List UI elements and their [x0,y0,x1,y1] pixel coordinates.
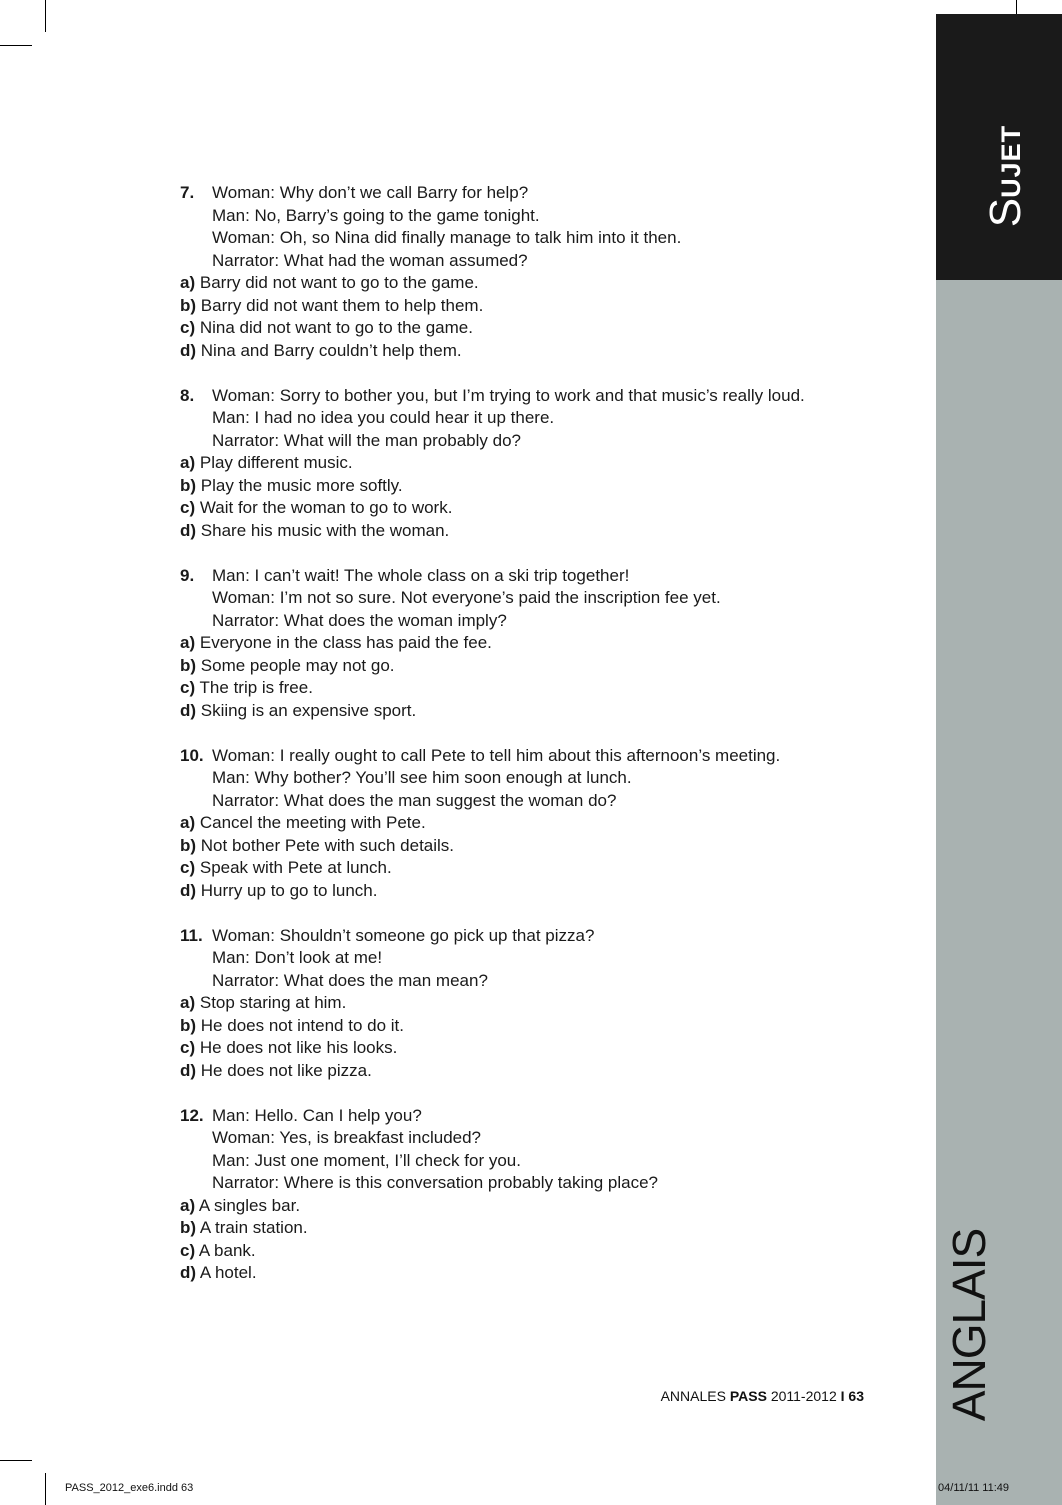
answer-option [180,677,880,700]
dialogue-line [180,1127,880,1150]
answer-option [180,880,880,903]
subject-label: ANGLAIS [943,1228,995,1422]
section-label-sujet [981,124,1030,228]
answer-option [180,700,880,723]
question-block [180,385,880,543]
dialogue-text: Narrator: What will the man probably do? [212,430,521,450]
dialogue-text: Woman: Why don’t we call Barry for help? [212,183,529,202]
option-letter: a) [180,813,196,832]
crop-mark-top-left-v [45,0,46,32]
question-number: 10. [180,745,204,765]
option-letter: b) [180,1015,197,1035]
option-letter: c) [180,498,196,517]
page-number: 63 [848,1388,864,1404]
question-block [180,1105,880,1285]
option-text: He does not like his looks. [199,1038,398,1057]
dialogue-text: Woman: Oh, so Nina did finally manage to talk him into it then. [212,228,682,247]
option-letter: b) [180,295,197,315]
option-text: Play the music more softly. [200,475,403,495]
option-text: Barry did not want them to help them. [200,295,484,315]
question-number: 9. [180,565,195,585]
answer-option [180,340,880,363]
footer-pass: PASS [729,1388,767,1404]
question-number: 8. [180,385,195,405]
crop-mark-bottom-left-h [0,1460,32,1461]
dialogue-text: Narrator: What had the woman assumed? [212,250,528,270]
option-letter: d) [180,1263,197,1282]
option-text: Speak with Pete at lunch. [199,858,392,877]
crop-mark-bottom-left-v [45,1473,46,1505]
dialogue-text: Man: I had no idea you could hear it up there. [212,408,555,427]
question-number: 12. [180,1105,204,1125]
dialogue-line [180,925,880,948]
option-text: Some people may not go. [200,655,395,675]
answer-option [180,632,880,655]
dialogue-line [180,1150,880,1173]
answer-option [180,655,880,678]
dialogue-text: Man: I can’t wait! The whole class on a ski trip together! [212,565,630,585]
option-letter: c) [180,318,196,337]
option-letter: c) [180,1038,196,1057]
answer-option [180,317,880,340]
dialogue-line [180,205,880,228]
dialogue-line [180,385,880,408]
option-letter: b) [180,655,197,675]
dialogue-text: Narrator: What does the woman imply? [212,610,507,630]
option-text: Skiing is an expensive sport. [200,700,417,720]
option-letter: b) [180,835,197,855]
dialogue-line [180,947,880,970]
dialogue-text: Man: No, Barry’s going to the game tonight. [212,205,540,225]
option-letter: c) [180,1240,196,1260]
option-text: A train station. [199,1218,308,1237]
option-text: Stop staring at him. [199,993,347,1012]
dialogue-text: Narrator: What does the man suggest the woman do? [212,790,617,810]
footer-years: 2011-2012 [770,1388,837,1404]
answer-option [180,992,880,1015]
dialogue-text: Woman: Yes, is breakfast included? [212,1128,482,1147]
dialogue-text: Narrator: What does the man mean? [212,970,488,990]
option-letter: b) [180,475,197,495]
answer-option [180,857,880,880]
dialogue-line [180,407,880,430]
page-footer [661,1388,864,1404]
dialogue-line [180,610,880,633]
question-number: 11. [180,925,203,945]
dialogue-text: Woman: I’m not so sure. Not everyone’s paid the inscription fee yet. [212,588,721,607]
answer-option [180,497,880,520]
answer-option [180,1240,880,1263]
option-text: Share his music with the woman. [200,520,450,540]
dialogue-line [180,767,880,790]
dialogue-text: Woman: Sorry to bother you, but I’m trying to work and that music’s really loud. [212,385,805,405]
slug-datetime: 04/11/11 11:49 [938,1482,1009,1494]
option-letter: d) [180,880,197,900]
answer-option [180,1195,880,1218]
question-number: 7. [180,183,195,202]
answer-option [180,1037,880,1060]
option-text: He does not like pizza. [200,1060,372,1080]
dialogue-line [180,182,880,205]
option-letter: a) [180,273,196,292]
dialogue-line [180,1105,880,1128]
option-letter: c) [180,678,196,697]
option-text: Play different music. [199,453,353,472]
option-text: Not bother Pete with such details. [200,835,455,855]
question-block [180,182,880,362]
option-text: A bank. [198,1240,256,1260]
dialogue-text: Narrator: Where is this conversation probably taking place? [212,1173,658,1192]
footer-annales: ANNALES [660,1388,726,1404]
option-text: A hotel. [199,1263,257,1282]
answer-option [180,812,880,835]
option-letter: d) [180,520,197,540]
option-letter: b) [180,1218,197,1237]
option-letter: a) [180,1195,196,1215]
option-letter: a) [180,993,196,1012]
answer-option [180,1217,880,1240]
option-text: Barry did not want to go to the game. [199,273,479,292]
option-text: Cancel the meeting with Pete. [199,813,426,832]
dialogue-line [180,745,880,768]
option-letter: a) [180,633,196,652]
option-text: He does not intend to do it. [200,1015,404,1035]
option-text: Nina and Barry couldn’t help them. [200,340,462,360]
option-letter: d) [180,1060,197,1080]
dialogue-line [180,1172,880,1195]
dialogue-text: Man: Hello. Can I help you? [212,1105,422,1125]
questions-list [180,182,880,1307]
dialogue-text: Man: Why bother? You’ll see him soon enough at lunch. [212,768,632,787]
question-block [180,925,880,1083]
answer-option [180,1262,880,1285]
dialogue-text: Man: Don’t look at me! [212,948,383,967]
option-letter: c) [180,858,196,877]
dialogue-text: Woman: Shouldn’t someone go pick up that pizza? [212,925,595,945]
option-text: Wait for the woman to go to work. [199,498,453,517]
answer-option [180,295,880,318]
option-letter: a) [180,453,196,472]
dialogue-text: Man: Just one moment, I’ll check for you. [212,1150,521,1170]
option-text: The trip is free. [199,678,313,697]
question-block [180,565,880,723]
sujet-initial: S [981,197,1030,228]
answer-option [180,475,880,498]
answer-option [180,835,880,858]
slug-file: PASS_2012_exe6.indd 63 [65,1482,194,1494]
dialogue-line [180,250,880,273]
answer-option [180,520,880,543]
option-text: Hurry up to go to lunch. [200,880,378,900]
answer-option [180,452,880,475]
dialogue-line [180,790,880,813]
answer-option [180,1015,880,1038]
option-text: A singles bar. [198,1195,301,1215]
answer-option [180,1060,880,1083]
option-text: Everyone in the class has paid the fee. [199,633,492,652]
question-block [180,745,880,903]
dialogue-line [180,587,880,610]
dialogue-line [180,227,880,250]
answer-option [180,272,880,295]
dialogue-line [180,430,880,453]
dialogue-text: Woman: I really ought to call Pete to tell him about this afternoon’s meeting. [212,745,781,765]
dialogue-line [180,565,880,588]
option-letter: d) [180,340,197,360]
crop-mark-top-left-h [0,45,32,46]
dialogue-line [180,970,880,993]
option-text: Nina did not want to go to the game. [199,318,473,337]
footer-separator: I [840,1388,845,1404]
option-letter: d) [180,700,197,720]
sujet-rest: UJET [996,124,1026,198]
